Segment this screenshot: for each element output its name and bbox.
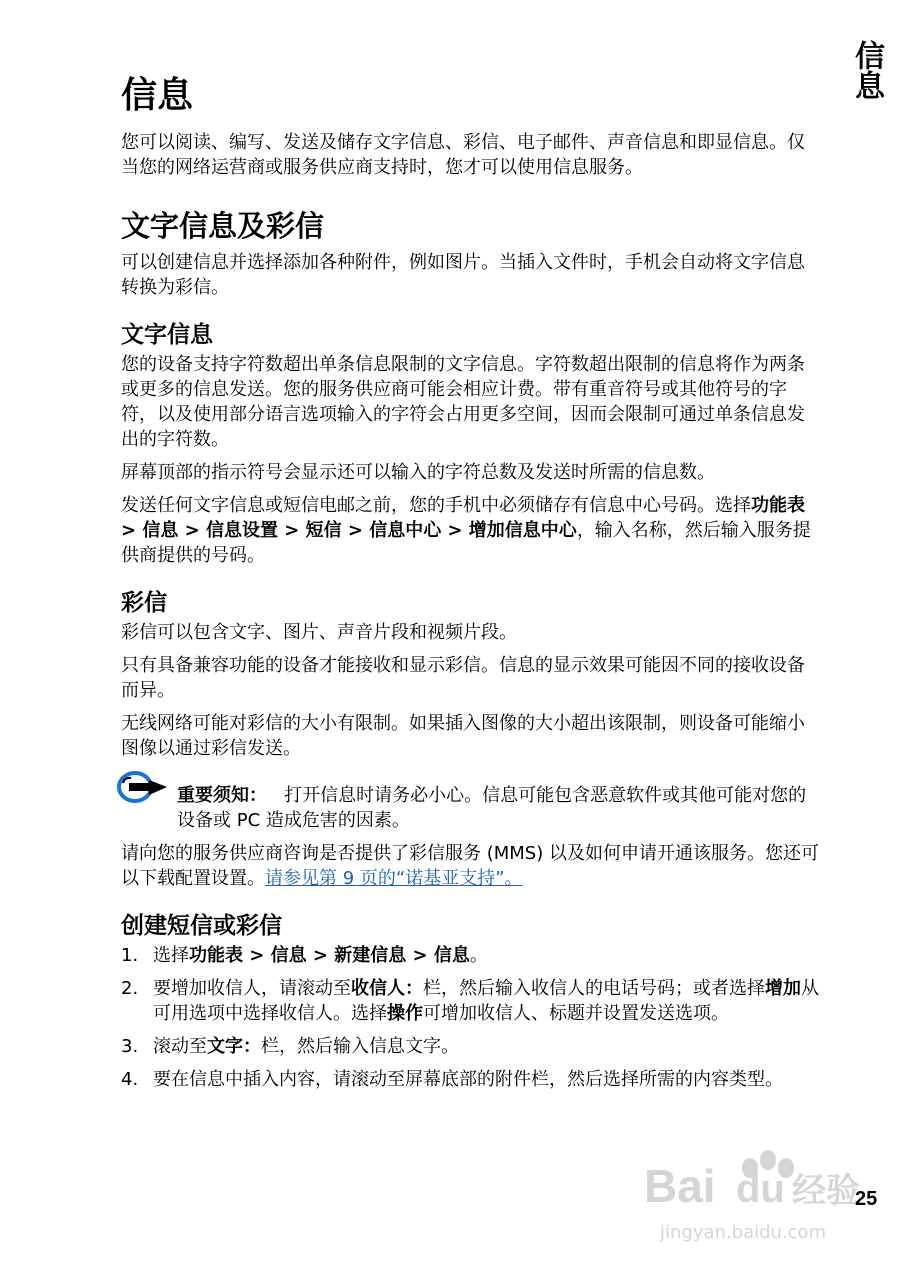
- list-item: 2. 要增加收信人，请滚动至收信人：栏，然后输入收信人的电话号码；或者选择增加从可用选项中选择收信人。选择操作可增加收信人、标题并设置发送选项。: [121, 978, 819, 1024]
- section-heading-text-mms: 文字信息及彩信: [121, 209, 325, 243]
- text-messages-p1: 您的设备支持字符数超出单条信息限制的文字信息。字符数超出限制的信息将作为两条或更多的信息发送。您的服务供应商可能会相应计费。带有重音符号或其他符号的字符，以及使用部分语言选项输入的字符会占用更多空间，因而会限制可通过单条信息发出的字符数。: [121, 354, 805, 450]
- mms-p3: 无线网络可能对彩信的大小有限制。如果插入图像的大小超出该限制，则设备可能缩小图像以通过彩信发送。: [121, 713, 805, 759]
- important-notice: [121, 783, 821, 833]
- document-page: [121, 72, 821, 1100]
- nokia-support-link[interactable]: 请参见第 9 页的“诺基亚支持”。: [265, 868, 523, 889]
- notice-label: 重要须知：: [177, 785, 267, 806]
- mms-p4: 请向您的服务供应商咨询是否提供了彩信服务 (MMS) 以及如何申请开通该服务。您还可以下载配置设置。请参见第 9 页的“诺基亚支持”。: [121, 843, 819, 889]
- notice-text: 打开信息时请务必小心。信息可能包含恶意软件或其他可能对您的设备或 PC 造成危害的因素。: [177, 785, 807, 831]
- subheading-text-messages: 文字信息: [121, 322, 213, 348]
- list-item: 1. 选择功能表 > 信息 > 新建信息 > 信息。: [121, 945, 488, 966]
- intro-paragraph: 您可以阅读、编写、发送及储存文字信息、彩信、电子邮件、声音信息和即显信息。仅当您的网络运营商或服务供应商支持时，您才可以使用信息服务。: [121, 132, 805, 178]
- subheading-create: 创建短信或彩信: [121, 913, 282, 939]
- svg-text:du: du: [736, 1167, 785, 1211]
- mms-p1: 彩信可以包含文字、图片、声音片段和视频片段。: [121, 622, 517, 643]
- list-item: 3. 滚动至文字：栏，然后输入信息文字。: [121, 1036, 459, 1057]
- menu-path: 功能表 > 信息 > 信息设置 > 短信 > 信息中心 > 增加信息中心: [121, 495, 805, 541]
- create-steps-list: [121, 943, 821, 1092]
- baidu-watermark-logo: [640, 1142, 870, 1252]
- section-text-mms-body: 可以创建信息并选择添加各种附件，例如图片。当插入文件时，手机会自动将文字信息转换为彩信。: [121, 252, 805, 298]
- page-title: 信息: [121, 75, 194, 116]
- svg-text:jingyan.baidu.com: jingyan.baidu.com: [660, 1222, 827, 1243]
- subheading-mms: 彩信: [121, 590, 167, 616]
- notice-hand-icon: [115, 769, 177, 809]
- mms-p2: 只有具备兼容功能的设备才能接收和显示彩信。信息的显示效果可能因不同的接收设备而异。: [121, 655, 805, 701]
- svg-text:Bai: Bai: [644, 1160, 716, 1212]
- svg-text:经验: 经验: [792, 1171, 860, 1211]
- list-item: 4. 要在信息中插入内容，请滚动至屏幕底部的附件栏，然后选择所需的内容类型。: [121, 1069, 783, 1090]
- text-messages-p3: 发送任何文字信息或短信电邮之前，您的手机中必须储存有信息中心号码。选择功能表 > 信息 > 信息设置 > 短信 > 信息中心 > 增加信息中心，输入名称，然后输入服务提供商提供的号码。: [121, 495, 811, 566]
- chapter-side-tab: 信息: [849, 40, 884, 100]
- page-number: 25: [855, 1188, 878, 1210]
- text-messages-p2: 屏幕顶部的指示符号会显示还可以输入的字符总数及发送时所需的信息数。: [121, 462, 715, 483]
